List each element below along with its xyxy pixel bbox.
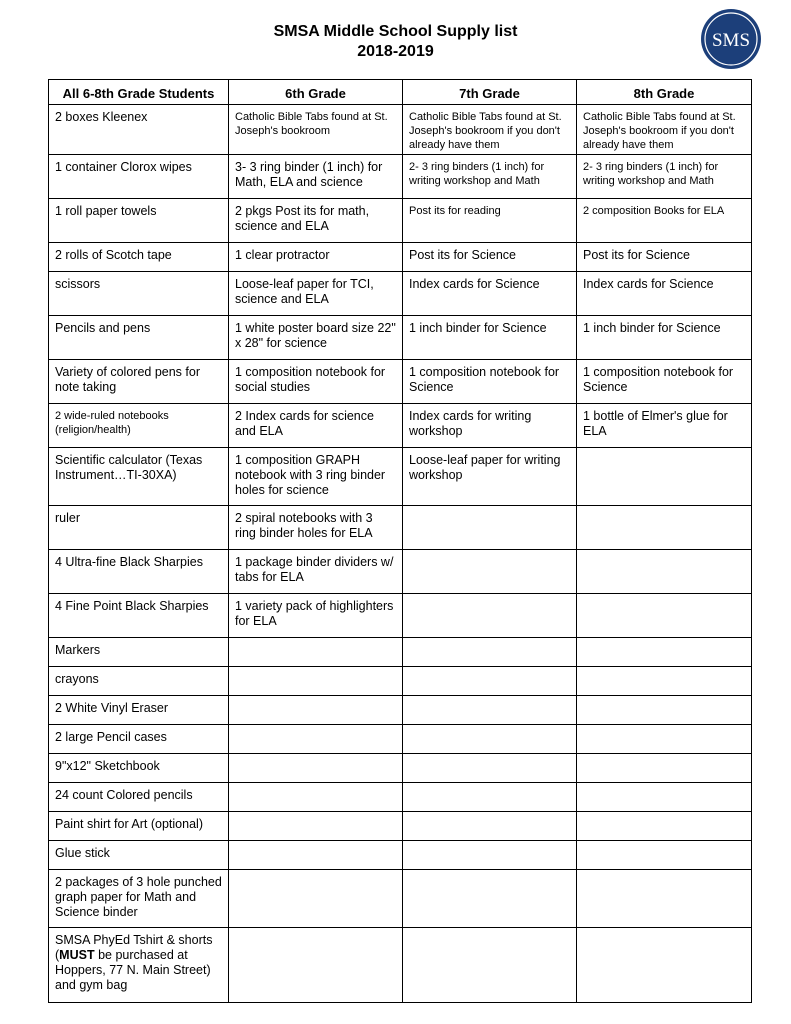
page-title: SMSA Middle School Supply list (273, 23, 518, 40)
logo-text: SMS (711, 30, 751, 51)
table-cell: ruler (49, 506, 229, 550)
table-cell: 3- 3 ring binder (1 inch) for Math, ELA and science (229, 155, 403, 199)
table-cell: Index cards for writing workshop (403, 404, 577, 448)
table-cell: 2 large Pencil cases (49, 725, 229, 754)
table-cell: Glue stick (49, 841, 229, 870)
table-cell: 1 clear protractor (229, 243, 403, 272)
table-cell (229, 783, 403, 812)
table-header-row (49, 80, 752, 105)
table-cell: Paint shirt for Art (optional) (49, 812, 229, 841)
table-row (49, 594, 752, 638)
table-row (49, 550, 752, 594)
table-cell: 1 package binder dividers w/ tabs for ELA (229, 550, 403, 594)
table-cell (403, 550, 577, 594)
table-cell: 2- 3 ring binders (1 inch) for writing workshop and Math (577, 155, 752, 199)
table-row (49, 783, 752, 812)
table-row (49, 272, 752, 316)
table-cell (229, 725, 403, 754)
table-cell (229, 696, 403, 725)
table-cell (229, 870, 403, 928)
page-subtitle-year: 2018-2019 (357, 43, 434, 60)
table-cell: crayons (49, 667, 229, 696)
table-cell: 1 white poster board size 22" x 28" for science (229, 316, 403, 360)
table-cell: Post its for Science (577, 243, 752, 272)
table-cell: Post its for reading (403, 199, 577, 243)
table-cell: 9"x12" Sketchbook (49, 754, 229, 783)
table-cell: 1 roll paper towels (49, 199, 229, 243)
table-cell: Scientific calculator (Texas Instrument…TI-30XA) (49, 448, 229, 506)
table-cell: 2 composition Books for ELA (577, 199, 752, 243)
table-cell (403, 638, 577, 667)
table-row (49, 870, 752, 928)
table-cell: Catholic Bible Tabs found at St. Joseph's bookroom (229, 105, 403, 155)
table-cell: Index cards for Science (403, 272, 577, 316)
table-cell (577, 594, 752, 638)
table-cell (229, 928, 403, 1003)
table-cell: 1 inch binder for Science (577, 316, 752, 360)
table-cell (403, 928, 577, 1003)
table-cell (229, 754, 403, 783)
table-cell (403, 506, 577, 550)
table-row (49, 243, 752, 272)
table-cell (577, 928, 752, 1003)
table-cell: 4 Ultra-fine Black Sharpies (49, 550, 229, 594)
table-cell: Catholic Bible Tabs found at St. Joseph's bookroom if you don't already have them (403, 105, 577, 155)
table-row (49, 316, 752, 360)
table-cell (403, 725, 577, 754)
table-cell (229, 667, 403, 696)
table-cell (577, 725, 752, 754)
table-cell (403, 841, 577, 870)
table-cell (403, 870, 577, 928)
table-cell: Markers (49, 638, 229, 667)
table-cell (577, 812, 752, 841)
table-cell (577, 506, 752, 550)
table-row (49, 105, 752, 155)
column-header-8th-grade: 8th Grade (577, 80, 752, 105)
school-logo (700, 8, 762, 70)
table-cell (403, 754, 577, 783)
table-cell: Post its for Science (403, 243, 577, 272)
table-cell (577, 448, 752, 506)
table-cell: Pencils and pens (49, 316, 229, 360)
table-cell (577, 841, 752, 870)
table-cell: 2- 3 ring binders (1 inch) for writing workshop and Math (403, 155, 577, 199)
table-cell: Loose-leaf paper for writing workshop (403, 448, 577, 506)
table-cell: 1 composition notebook for Science (577, 360, 752, 404)
table-cell (577, 870, 752, 928)
table-cell: 24 count Colored pencils (49, 783, 229, 812)
table-cell (403, 667, 577, 696)
table-cell: 1 variety pack of highlighters for ELA (229, 594, 403, 638)
table-cell: 2 packages of 3 hole punched graph paper for Math and Science binder (49, 870, 229, 928)
column-header-6th-grade: 6th Grade (229, 80, 403, 105)
table-row (49, 696, 752, 725)
table-row (49, 155, 752, 199)
table-cell: 1 inch binder for Science (403, 316, 577, 360)
table-cell (577, 550, 752, 594)
table-cell (403, 783, 577, 812)
table-cell (577, 638, 752, 667)
table-body (49, 105, 752, 1003)
table-cell: 4 Fine Point Black Sharpies (49, 594, 229, 638)
table-cell: 2 pkgs Post its for math, science and ELA (229, 199, 403, 243)
table-row (49, 506, 752, 550)
column-header-7th-grade: 7th Grade (403, 80, 577, 105)
table-row (49, 841, 752, 870)
table-cell: 2 spiral notebooks with 3 ring binder holes for ELA (229, 506, 403, 550)
table-cell: Variety of colored pens for note taking (49, 360, 229, 404)
table-row (49, 448, 752, 506)
table-row (49, 360, 752, 404)
emphasis-text: MUST (59, 948, 95, 962)
table-cell (229, 812, 403, 841)
table-row (49, 404, 752, 448)
table-row (49, 754, 752, 783)
table-row (49, 928, 752, 1003)
table-cell: 1 bottle of Elmer's glue for ELA (577, 404, 752, 448)
table-row (49, 725, 752, 754)
table-cell: 1 composition GRAPH notebook with 3 ring binder holes for science (229, 448, 403, 506)
table-row (49, 667, 752, 696)
table-row (49, 812, 752, 841)
table-cell: 2 rolls of Scotch tape (49, 243, 229, 272)
table-cell: 2 White Vinyl Eraser (49, 696, 229, 725)
table-cell: 2 boxes Kleenex (49, 105, 229, 155)
table-cell (403, 594, 577, 638)
table-cell: 1 composition notebook for Science (403, 360, 577, 404)
supply-table (48, 79, 752, 1003)
table-cell (229, 638, 403, 667)
table-cell: SMSA PhyEd Tshirt & shorts (MUST be purchased at Hoppers, 77 N. Main Street) and gym bag (49, 928, 229, 1003)
table-cell (577, 783, 752, 812)
table-cell (577, 754, 752, 783)
table-cell (403, 696, 577, 725)
table-cell (577, 667, 752, 696)
table-cell: Index cards for Science (577, 272, 752, 316)
table-cell: 1 composition notebook for social studies (229, 360, 403, 404)
table-row (49, 199, 752, 243)
table-cell: 2 Index cards for science and ELA (229, 404, 403, 448)
table-cell (229, 841, 403, 870)
table-cell: Catholic Bible Tabs found at St. Joseph's bookroom if you don't already have them (577, 105, 752, 155)
table-cell: 1 container Clorox wipes (49, 155, 229, 199)
column-header-all-grades: All 6-8th Grade Students (49, 80, 229, 105)
table-cell: 2 wide-ruled notebooks (religion/health) (49, 404, 229, 448)
table-cell (403, 812, 577, 841)
table-cell (577, 696, 752, 725)
table-row (49, 638, 752, 667)
table-cell: scissors (49, 272, 229, 316)
table-cell: Loose-leaf paper for TCI, science and ELA (229, 272, 403, 316)
